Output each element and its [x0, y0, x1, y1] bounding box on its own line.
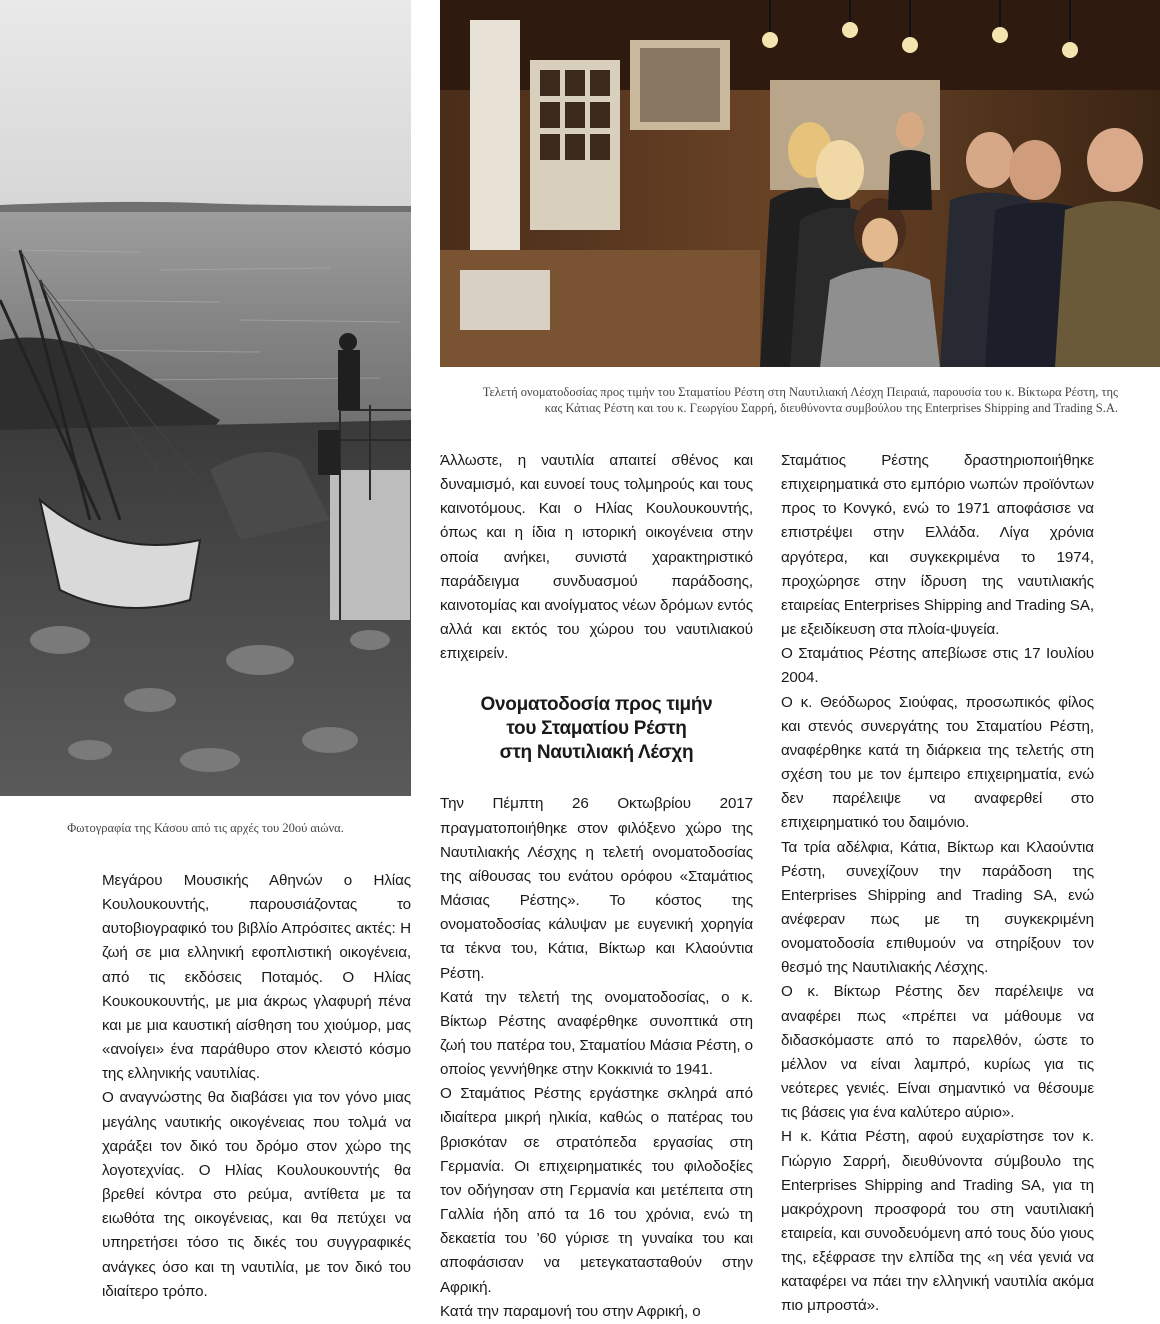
ceremony-photo-caption: Τελετή ονοματοδοσίας προς τιμήν του Σταματίου Ρέστη στη Ναυτιλιακή Λέσχη Πειραιά, παρουσία του κ. Βίκτωρα Ρέστη, της κας Κάτιας Ρέστη και του κ. Γεωργίου Σαρρή, διευθύνοντα συμβούλου της Enterprises Shipping and Trading S.A. [482, 385, 1118, 415]
paragraph: Ο κ. Θεόδωρος Σιούφας, προσωπικός φίλος και στενός συνεργάτης του Σταματίου Ρέστη, αναφέρθηκε κατά τη διάρκεια της τελετής στη σχέση του με τον έμπειρο επιχειρηματία, ενώ δεν παρέλειψε να αναφερθεί στο επιχειρηματικό του δαιμόνιο. [781, 693, 1094, 832]
paragraph: Κατά την τελετή της ονοματοδοσίας, ο κ. Βίκτωρ Ρέστης αναφέρθηκε συνοπτικά στη ζωή του πατέρα του, Σταματίου Μάσια Ρέστη, ο οποίος γεννήθηκε στην Κοκκινιά το 1941. [440, 988, 753, 1079]
ceremony-photo [440, 0, 1160, 367]
paragraph: Άλλωστε, η ναυτιλία απαιτεί σθένος και δυναμισμό, και ευνοεί τους τολμηρούς και τους καινοτόμους. Και ο Ηλίας Κουλουκουντής, όπως και η ίδια η ιστορική οικογένεια στην οποία ανήκει, συνιστά χαρακτηριστικό παράδειγμα συνδυασμού παράδοσης, καινοτομίας και ανοίγματος νέων δρόμων εντός αλλά και εκτός του χώρου του ναυτιλιακού επιχειρείν. [440, 452, 753, 663]
paragraph: Ο κ. Βίκτωρ Ρέστης δεν παρέλειψε να αναφέρει πως «πρέπει να μάθουμε να διδασκόμαστε από το παρελθόν, ώστε το μέλλον να είναι λαμπρό, κυρίως για τις νεότερες γενιές. Είναι σημαντικό να θέσουμε τις βάσεις για ένα καλύτερο αύριο». [781, 983, 1094, 1122]
paragraph: Ο Σταμάτιος Ρέστης απεβίωσε στις 17 Ιουλίου 2004. [781, 645, 1094, 687]
paragraph: Σταμάτιος Ρέστης δραστηριοποιήθηκε επιχειρηματικά στο εμπόριο νωπών προϊόντων προς το Κονγκό, ενώ το 1971 αποφάσισε να επιστρέψει στην Ελλάδα. Λίγα χρόνια αργότερα, και συγκεκριμένα το 1974, προχώρησε στην ίδρυση της ναυτιλιακής εταιρείας Enterprises Shipping and Trading SA, με εξειδίκευση στα πλοία-ψυγεία. [781, 452, 1094, 639]
article-column-3 [781, 449, 1094, 1319]
article-column-1 [102, 869, 411, 1304]
section-heading [440, 693, 753, 765]
paragraph: Τα τρία αδέλφια, Κάτια, Βίκτωρ και Κλαούντια Ρέστη, συνεχίζουν την παράδοση της Enterprises Shipping and Trading SA, ενώ ανέφεραν πως με τη συγκεκριμένη ονοματοδοσία επιθυμούν να στηρίξουν τον θεσμό της Ναυτιλιακής Λέσχης. [781, 838, 1094, 977]
paragraph: Ο αναγνώστης θα διαβάσει για τον γόνο μιας μεγάλης ναυτικής οικογένειας που τολμά να χαράξει τον δικό του δρόμο στον χώρο της λογοτεχνίας. Ο Ηλίας Κουλουκουντής θα βρεθεί κόντρα στο ρεύμα, αντίθετα με τα ειωθότα της οικογένειας, και θα πετύχει να υπηρετήσει τόσο τις δικές του συγγραφικές ανάγκες όσο και τη ναυτιλία, με τον δικό του ιδιαίτερο τρόπο. [102, 1089, 411, 1300]
section-heading-line-2: του Σταματίου Ρέστη [506, 718, 687, 740]
article-column-2 [440, 449, 753, 1324]
paragraph: Κατά την παραμονή του στην Αφρική, ο [440, 1302, 701, 1320]
paragraph: Ο Σταμάτιος Ρέστης εργάστηκε σκληρά από ιδιαίτερα μικρή ηλικία, καθώς ο πατέρας του βρισκόταν σε στρατόπεδα εργασίας στη Γερμανία. Οι επιχειρηματικές του φιλοδοξίες τον οδήγησαν στη Γερμανία και μετέπειτα στη Γαλλία ήδη από τα 16 του χρόνια, ενώ τη δεκαετία του ’60 γύρισε τη γυναίκα του και αποφάσισαν να μετεγκατασταθούν στην Αφρική. [440, 1085, 753, 1296]
section-heading-line-3: στη Ναυτιλιακή Λέσχη [499, 742, 694, 764]
paragraph: Η κ. Κάτια Ρέστη, αφού ευχαρίστησε τον κ. Γιώργιο Σαρρή, διευθύνοντα σύμβουλο της Enterprises Shipping and Trading SA, για τη μακρόχρονη προσφορά του στη ναυτιλιακή εταιρεία, και συνοδευόμενη από τους δύο γιους της, εξέφρασε την ελπίδα της «η νέα γενιά να καταφέρει να πάει την ελληνική ναυτιλία ακόμα πιο μπροστά». [781, 1128, 1094, 1315]
section-heading-line-1: Ονοματοδοσία προς τιμήν [480, 694, 713, 716]
kasos-photo-caption: Φωτογραφία της Κάσου από τις αρχές του 20ού αιώνα. [67, 821, 344, 835]
paragraph: Μεγάρου Μουσικής Αθηνών ο Ηλίας Κουλουκουντής, παρουσιάζοντας το αυτοβιογραφικό του βιβλίο Απρόσιτες ακτές: Η ζωή σε μια ελληνική εφοπλιστική οικογένεια, από τις εκδόσεις Ποταμός. Ο Ηλίας Κουκουκουντής, με μια άκρως γλαφυρή πένα και με μια καυστική αίσθηση του χιούμορ, μας «ανοίγει» ένα παράθυρο στον κλειστό κόσμο της ελληνικής ναυτιλίας. [102, 872, 411, 1083]
paragraph: Την Πέμπτη 26 Οκτωβρίου 2017 πραγματοποιήθηκε στον φιλόξενο χώρο της Ναυτιλιακής Λέσχης η τελετή ονοματοδοσίας της αίθουσας του ενάτου ορόφου «Σταμάτιος Μάσιας Ρέστης». Το κόστος της ονοματοδοσίας κάλυψαν με ευγενική χορηγία τα τέκνα του, Κάτια, Βίκτωρ και Κλαούντια Ρέστη. [440, 795, 753, 982]
kasos-historic-photo [0, 0, 411, 796]
